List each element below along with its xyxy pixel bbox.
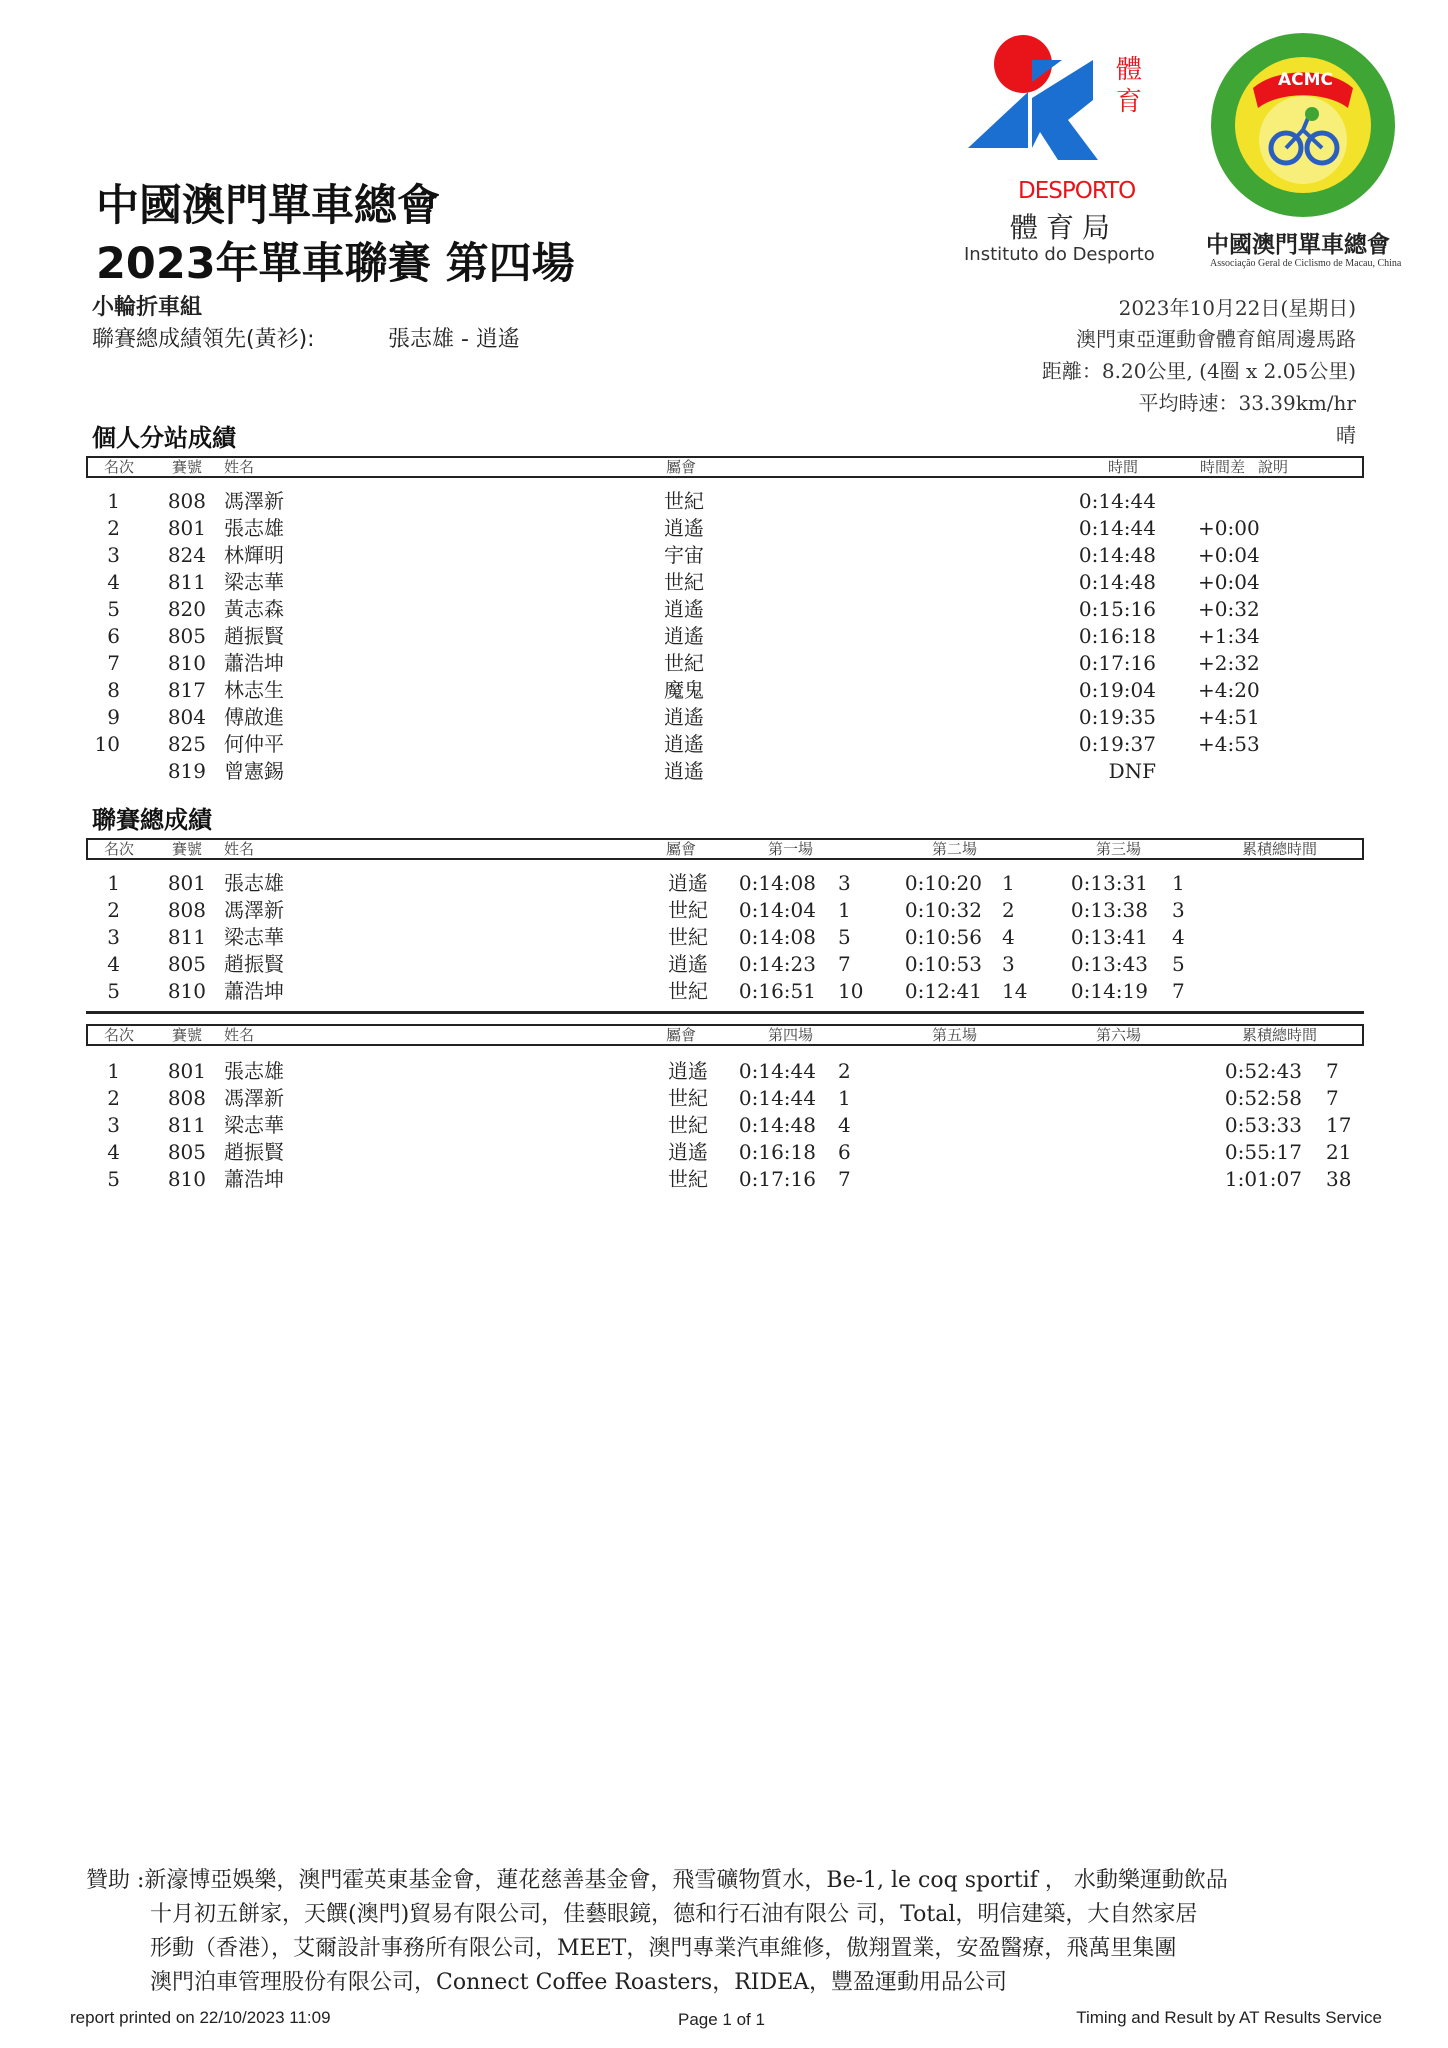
rank-cell: 2 [107,1086,120,1110]
rank-cell: 2 [107,516,120,540]
desporto-brand: DESPORTO [1018,178,1136,204]
col-stage4: 第四場 [768,1026,814,1044]
stage2-pos-cell: 14 [1002,979,1028,1003]
bib-cell: 808 [167,489,206,513]
name-cell: 曾憲錫 [224,759,284,783]
table-row [86,1112,1364,1139]
stage-results-title: 個人分站成績 [92,424,236,452]
col-total: 累積總時間 [1242,1026,1318,1044]
timing-credit: Timing and Result by AT Results Service [1076,2008,1382,2027]
bib-cell: 805 [167,1140,206,1164]
name-cell: 黃志森 [224,597,284,621]
name-cell: 張志雄 [224,516,284,540]
name-cell: 趙振賢 [224,952,284,976]
name-cell: 林志生 [224,678,284,702]
time-cell: 0:19:37 [1078,732,1156,756]
team-cell: 世紀 [664,651,704,675]
stage3-pos-cell: 4 [1172,925,1185,949]
total-time-cell: 0:52:43 [1224,1059,1302,1083]
team-cell: 世紀 [668,1167,708,1191]
col-team: 屬會 [666,840,697,858]
team-cell: 逍遙 [664,732,704,756]
table-row [86,731,1364,758]
table-row [86,897,1364,924]
rank-cell: 5 [107,1167,120,1191]
rank-cell: 1 [107,489,120,513]
col-no: 賽號 [172,1026,203,1044]
col-time: 時間 [1108,458,1139,476]
bib-cell: 811 [167,1113,206,1137]
time-cell: 0:19:04 [1078,678,1156,702]
rank-cell: 5 [107,979,120,1003]
time-cell: 0:15:16 [1078,597,1156,621]
bib-cell: 801 [167,871,206,895]
team-cell: 逍遙 [668,952,708,976]
rank-cell: 3 [107,543,120,567]
rank-cell: 5 [107,597,120,621]
gap-cell: +0:04 [1198,570,1260,594]
race-distance: 距離：8.20公里, (4圈 x 2.05公里) [1041,359,1356,383]
col-rank: 名次 [104,840,135,858]
desporto-name-cn: 體育局 [1010,211,1119,244]
name-cell: 馮澤新 [224,898,284,922]
col-total: 累積總時間 [1242,840,1318,858]
stage4-time-cell: 0:14:44 [738,1086,816,1110]
col-no: 賽號 [172,840,203,858]
stage4-time-cell: 0:16:18 [738,1140,816,1164]
table-row [86,704,1364,731]
gap-cell: +1:34 [1198,624,1260,648]
sponsor-line-2: 十月初五餅家，天饌(澳門)貿易有限公司，佳藝眼鏡，德和行石油有限公 司，Total，明信建築，大自然家居 [150,1902,1198,1927]
leader-label: 聯賽總成績領先(黃衫): [92,327,315,352]
col-gap: 時間差 [1200,458,1246,476]
stage2-pos-cell: 3 [1002,952,1015,976]
stage3-time-cell: 0:13:43 [1070,952,1148,976]
team-cell: 逍遙 [664,759,704,783]
gap-cell: +4:51 [1198,705,1260,729]
bib-cell: 804 [167,705,206,729]
bib-cell: 801 [167,1059,206,1083]
stage-results-header [86,456,1364,478]
bib-cell: 811 [167,570,206,594]
col-team: 屬會 [666,458,697,476]
sponsor-line-1: 贊助 :新濠博亞娛樂，澳門霍英東基金會，蓮花慈善基金會，飛雪礦物質水，Be-1, le coq sportif ， 水動樂運動飲品 [86,1868,1228,1893]
table-row [86,596,1364,623]
team-cell: 逍遙 [668,1140,708,1164]
acmc-name-cn: 中國澳門單車總會 [1206,232,1390,257]
bib-cell: 801 [167,516,206,540]
rank-cell: 4 [107,1140,120,1164]
col-rank: 名次 [104,458,135,476]
col-name: 姓名 [224,458,255,476]
time-cell: 0:14:48 [1078,543,1156,567]
stage4-time-cell: 0:14:44 [738,1059,816,1083]
bib-cell: 810 [167,651,206,675]
name-cell: 梁志華 [224,925,284,949]
race-avg-speed: 平均時速：33.39km/hr [1138,391,1356,415]
stage2-time-cell: 0:10:20 [904,871,982,895]
table-row [86,978,1364,1005]
time-cell: 0:14:48 [1078,570,1156,594]
name-cell: 趙振賢 [224,1140,284,1164]
stage2-pos-cell: 1 [1002,871,1015,895]
table-row [86,542,1364,569]
desporto-name-pt: Instituto do Desporto [964,244,1155,265]
team-cell: 宇宙 [664,543,704,567]
race-date: 2023年10月22日(星期日) [1118,296,1356,320]
acmc-abbr: ACMC [1278,70,1334,90]
table-row [86,1166,1364,1193]
page-number: Page 1 of 1 [678,2010,765,2029]
rank-cell: 4 [107,570,120,594]
stage2-pos-cell: 4 [1002,925,1015,949]
stage4-pos-cell: 7 [838,1167,851,1191]
name-cell: 馮澤新 [224,489,284,513]
gap-cell: +2:32 [1198,651,1260,675]
time-cell: 0:19:35 [1078,705,1156,729]
table-row [86,650,1364,677]
bib-cell: 808 [167,1086,206,1110]
table-row [86,623,1364,650]
rank-cell: 1 [107,871,120,895]
points-cell: 7 [1326,1086,1339,1110]
time-cell: DNF [1108,759,1156,783]
race-weather: 晴 [1336,423,1356,447]
col-name: 姓名 [224,840,255,858]
stage3-time-cell: 0:13:38 [1070,898,1148,922]
stage1-time-cell: 0:14:08 [738,925,816,949]
stage1-pos-cell: 10 [838,979,864,1003]
points-cell: 17 [1326,1113,1352,1137]
rank-cell: 2 [107,898,120,922]
col-stage2: 第二場 [932,840,978,858]
name-cell: 梁志華 [224,570,284,594]
team-cell: 世紀 [664,570,704,594]
team-cell: 世紀 [668,925,708,949]
leader-value: 張志雄 - 逍遙 [388,327,520,352]
rank-cell: 7 [107,651,120,675]
team-cell: 逍遙 [664,516,704,540]
bib-cell: 811 [167,925,206,949]
stage1-pos-cell: 1 [838,898,851,922]
col-stage1: 第一場 [768,840,814,858]
name-cell: 蕭浩坤 [224,651,284,675]
rank-cell: 3 [107,1113,120,1137]
bib-cell: 810 [167,1167,206,1191]
report-printed: report printed on 22/10/2023 11:09 [70,2008,331,2027]
time-cell: 0:17:16 [1078,651,1156,675]
table-row [86,1058,1364,1085]
stage1-time-cell: 0:14:08 [738,871,816,895]
table-row [86,870,1364,897]
stage4-pos-cell: 2 [838,1059,851,1083]
stage4-pos-cell: 6 [838,1140,851,1164]
rank-cell: 8 [107,678,120,702]
stage2-time-cell: 0:10:32 [904,898,982,922]
gap-cell: +4:20 [1198,678,1260,702]
total-time-cell: 0:52:58 [1224,1086,1302,1110]
name-cell: 張志雄 [224,1059,284,1083]
rank-cell: 9 [107,705,120,729]
name-cell: 馮澤新 [224,1086,284,1110]
col-stage5: 第五場 [932,1026,978,1044]
sponsor-line-3: 形動（香港），艾爾設計事務所有限公司，MEET，澳門專業汽車維修，傲翔置業，安盈醫療，飛萬里集團 [150,1936,1177,1961]
stage1-time-cell: 0:16:51 [738,979,816,1003]
rank-cell: 6 [107,624,120,648]
name-cell: 林輝明 [224,543,284,567]
acmc-name-pt: Associação Geral de Ciclismo de Macau, China [1210,258,1402,269]
race-venue: 澳門東亞運動會體育館周邊馬路 [1076,327,1356,351]
name-cell: 何仲平 [224,732,284,756]
bib-cell: 808 [167,898,206,922]
name-cell: 梁志華 [224,1113,284,1137]
league-divider [86,1011,1364,1014]
team-cell: 世紀 [668,898,708,922]
rank-cell: 4 [107,952,120,976]
time-cell: 0:16:18 [1078,624,1156,648]
league-header-a [86,838,1364,860]
team-cell: 逍遙 [668,1059,708,1083]
points-cell: 21 [1326,1140,1352,1164]
total-time-cell: 0:55:17 [1224,1140,1302,1164]
stage3-pos-cell: 1 [1172,871,1185,895]
desporto-char-1: 體 [1116,55,1143,85]
table-row [86,951,1364,978]
stage3-time-cell: 0:13:31 [1070,871,1148,895]
stage1-time-cell: 0:14:04 [738,898,816,922]
team-cell: 魔鬼 [664,678,704,702]
gap-cell: +4:53 [1198,732,1260,756]
total-time-cell: 1:01:07 [1224,1167,1302,1191]
bib-cell: 805 [167,624,206,648]
team-cell: 逍遙 [664,705,704,729]
stage3-pos-cell: 3 [1172,898,1185,922]
team-cell: 逍遙 [664,624,704,648]
stage4-pos-cell: 1 [838,1086,851,1110]
table-row [86,515,1364,542]
category-label: 小輪折車組 [92,295,203,320]
rank-cell: 3 [107,925,120,949]
stage2-pos-cell: 2 [1002,898,1015,922]
bib-cell: 819 [167,759,206,783]
gap-cell: +0:00 [1198,516,1260,540]
col-no: 賽號 [172,458,203,476]
stage3-time-cell: 0:14:19 [1070,979,1148,1003]
col-note: 說明 [1258,458,1289,476]
bib-cell: 810 [167,979,206,1003]
desporto-char-2: 育 [1116,87,1143,117]
stage1-pos-cell: 3 [838,871,851,895]
stage1-pos-cell: 7 [838,952,851,976]
team-cell: 逍遙 [668,871,708,895]
col-team: 屬會 [666,1026,697,1044]
col-stage6: 第六場 [1096,1026,1142,1044]
stage3-pos-cell: 5 [1172,952,1185,976]
name-cell: 趙振賢 [224,624,284,648]
points-cell: 7 [1326,1059,1339,1083]
table-row [86,488,1364,515]
name-cell: 張志雄 [224,871,284,895]
league-header-b [86,1024,1364,1046]
bib-cell: 825 [167,732,206,756]
page-title-line2: 2023年單車聯賽 第四場 [96,239,575,289]
team-cell: 世紀 [668,979,708,1003]
stage3-pos-cell: 7 [1172,979,1185,1003]
name-cell: 蕭浩坤 [224,979,284,1003]
time-cell: 0:14:44 [1078,516,1156,540]
team-cell: 世紀 [664,489,704,513]
stage4-time-cell: 0:17:16 [738,1167,816,1191]
gap-cell: +0:32 [1198,597,1260,621]
rank-cell: 1 [107,1059,120,1083]
col-stage3: 第三場 [1096,840,1142,858]
stage4-time-cell: 0:14:48 [738,1113,816,1137]
sponsor-line-4: 澳門泊車管理股份有限公司，Connect Coffee Roasters，RIDEA，豐盈運動用品公司 [150,1970,1008,1995]
bib-cell: 820 [167,597,206,621]
stage2-time-cell: 0:12:41 [904,979,982,1003]
team-cell: 世紀 [668,1113,708,1137]
rank-cell: 10 [94,732,120,756]
stage1-pos-cell: 5 [838,925,851,949]
table-row [86,1085,1364,1112]
time-cell: 0:14:44 [1078,489,1156,513]
bib-cell: 805 [167,952,206,976]
stage1-time-cell: 0:14:23 [738,952,816,976]
table-row [86,677,1364,704]
stage3-time-cell: 0:13:41 [1070,925,1148,949]
table-row [86,1139,1364,1166]
col-rank: 名次 [104,1026,135,1044]
total-time-cell: 0:53:33 [1224,1113,1302,1137]
acmc-cyclist-emblem-icon [1208,30,1398,220]
points-cell: 38 [1326,1167,1352,1191]
acmc-logo [1208,30,1398,220]
table-row [86,758,1364,785]
table-row [86,569,1364,596]
stage4-pos-cell: 4 [838,1113,851,1137]
team-cell: 世紀 [668,1086,708,1110]
league-results-title: 聯賽總成績 [92,806,212,834]
table-row [86,924,1364,951]
team-cell: 逍遙 [664,597,704,621]
name-cell: 蕭浩坤 [224,1167,284,1191]
name-cell: 傅啟進 [224,705,284,729]
col-name: 姓名 [224,1026,255,1044]
stage2-time-cell: 0:10:56 [904,925,982,949]
page-title-line1: 中國澳門單車總會 [96,181,440,231]
bib-cell: 817 [167,678,206,702]
stage2-time-cell: 0:10:53 [904,952,982,976]
gap-cell: +0:04 [1198,543,1260,567]
bib-cell: 824 [167,543,206,567]
